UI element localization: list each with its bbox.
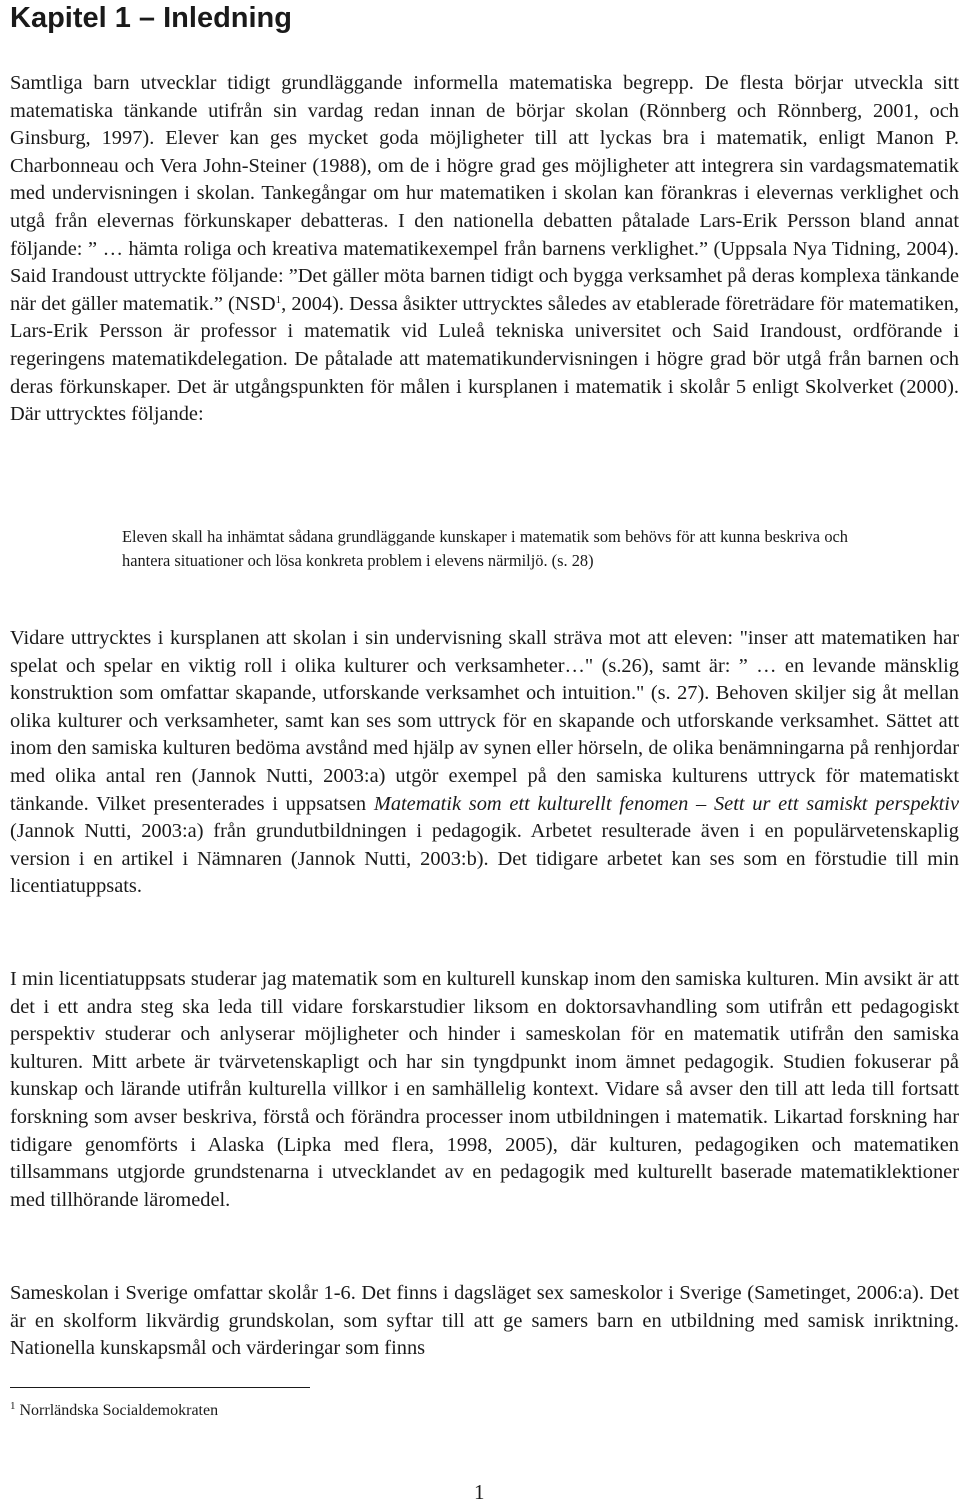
block-quote: Eleven skall ha inhämtat sådana grundläggande kunskaper i matematik som behövs för att kunna beskriva och hantera situationer och lösa konkreta problem i elevens närmiljö. (s. 28) — [122, 527, 848, 571]
paragraph-curriculum — [10, 625, 959, 901]
paragraph-sameskolan: Sameskolan i Sverige omfattar skolår 1-6. Det finns i dagsläget sex sameskolor i Sverige (Sametinget, 2006:a). Det är en skolform likvärdig grundskolan, som syftar till att ge samers barn en utbildning med samisk inriktning. Nationella kunskapsmål och värderingar som finns — [10, 1282, 959, 1360]
footnote-reference[interactable]: 1 — [275, 293, 282, 306]
paragraph-intro — [10, 70, 959, 429]
footnote-divider — [10, 1387, 310, 1388]
paragraph-intro-continuation: , 2004). Dessa åsikter uttrycktes således av etablerade företrädare för matematiken, Lars-Erik Persson är professor i matematik vid Luleå tekniska universitet och Said Irandoust, ordförande i regeringens matematikdelegation. De påtalade att matematikundervisningen i högre grad bör utgå från barnen och deras förkunskaper. Det är utgångspunkten för målen i kursplanen i matematik i skolår 5 enligt Skolverket (2000). Där uttrycktes följande: — [10, 292, 959, 426]
paragraph-intro-text: Samtliga barn utvecklar tidigt grundläggande informella matematiska begrepp. De flesta börjar utveckla sitt matematiska tänkande utifrån sin vardag redan innan de börjar skolan (Rönnberg och Rönnberg, 2001, och Ginsburg, 1997). Elever kan ges mycket goda möjligheter till att lyckas bra i matematik, enligt Manon P. Charbonneau och Vera John-Steiner (1988), om de i högre grad ges möjligheter att integrera sin vardagsmatematik med undervisningen i skolan. Tankegångar om hur matematiken i skolan kan förankras i elevernas verklighet och utgå från elevernas förkunskaper debatteras. I den nationella debatten påtalade Lars-Erik Persson bland annat följande: ” … hämta roliga och kreativa matematikexempel från barnens verklighet.” (Uppsala Nya Tidning, 2004). Said Irandoust uttryckte följande: ”Det gäller möta barnen tidigt och bygga verksamhet på deras komplexa tänkande när det gäller matematik.” (NSD — [10, 72, 959, 315]
essay-title: Matematik som ett kulturellt fenomen – Sett ur ett samiskt perspektiv — [373, 792, 960, 815]
footnote — [10, 1400, 218, 1422]
footnote-number: 1 — [10, 1400, 16, 1412]
footnote-text: Norrländska Socialdemokraten — [15, 1402, 219, 1419]
page-number: 1 — [474, 1480, 485, 1504]
paragraph-curriculum-continuation: (Jannok Nutti, 2003:a) från grundutbildningen i pedagogik. Arbetet resulterade även i en populärvetenskaplig version i en artikel i Nämnaren (Jannok Nutti, 2003:b). Det tidigare arbetet kan ses som en förstudie till min licentiatuppsats. — [10, 820, 959, 898]
chapter-title: Kapitel 1 – Inledning — [10, 2, 292, 34]
paragraph-curriculum-text: Vidare uttrycktes i kursplanen att skolan i sin undervisning skall sträva mot att eleven: "inser att matematiken har spelat och spelar en viktig roll i olika kulturer och verksamheter…" (s.26), samt är: ” … en levande mänsklig konstruktion som omfattar skapande, utforskande verksamhet och intuition." (s. 27). Behoven skiljer sig åt mellan olika kulturer och verksamheter, samt kan ses som uttryck för en skapande och utforskande verksamhet. Sättet att inom den samiska kulturen bedöma avstånd med hjälp av synen eller hörseln, de olika benämningarna på renhjordar med olika antal ren (Jannok Nutti, 2003:a) utgör exempel på den samiska kulturens uttryck för matematiskt tänkande. Vilket presenterades i uppsatsen — [10, 627, 959, 815]
paragraph-thesis: I min licentiatuppsats studerar jag matematik som en kulturell kunskap inom den samiska kulturen. Min avsikt är att det i ett andra steg ska leda till vidare forskarstudier liksom en doktorsavhandling som utifrån ett pedagogiskt perspektiv studerar och anlyserar möjligheter och hinder i sameskolan för en matematik utifrån den samiska kulturen. Mitt arbete är tvärvetenskapligt och har sin tyngdpunkt inom ämnet pedagogik. Studien fokuserar på kunskap och lärande utifrån kulturella villkor i en samhällelig kontext. Vidare så avser den till att leda till fortsatt forskning som avser beskriva, förstå och förändra processer inom utbildningen i matematik. Likartad forskning har tidigare genomförts i Alaska (Lipka med flera, 1998, 2005), där kulturen, pedagogiken och matematiken tillsammans utgjorde grundstenarna i utvecklandet av en pedagogik med kulturellt baserade matematiklektioner med tillhörande läromedel. — [10, 968, 959, 1211]
